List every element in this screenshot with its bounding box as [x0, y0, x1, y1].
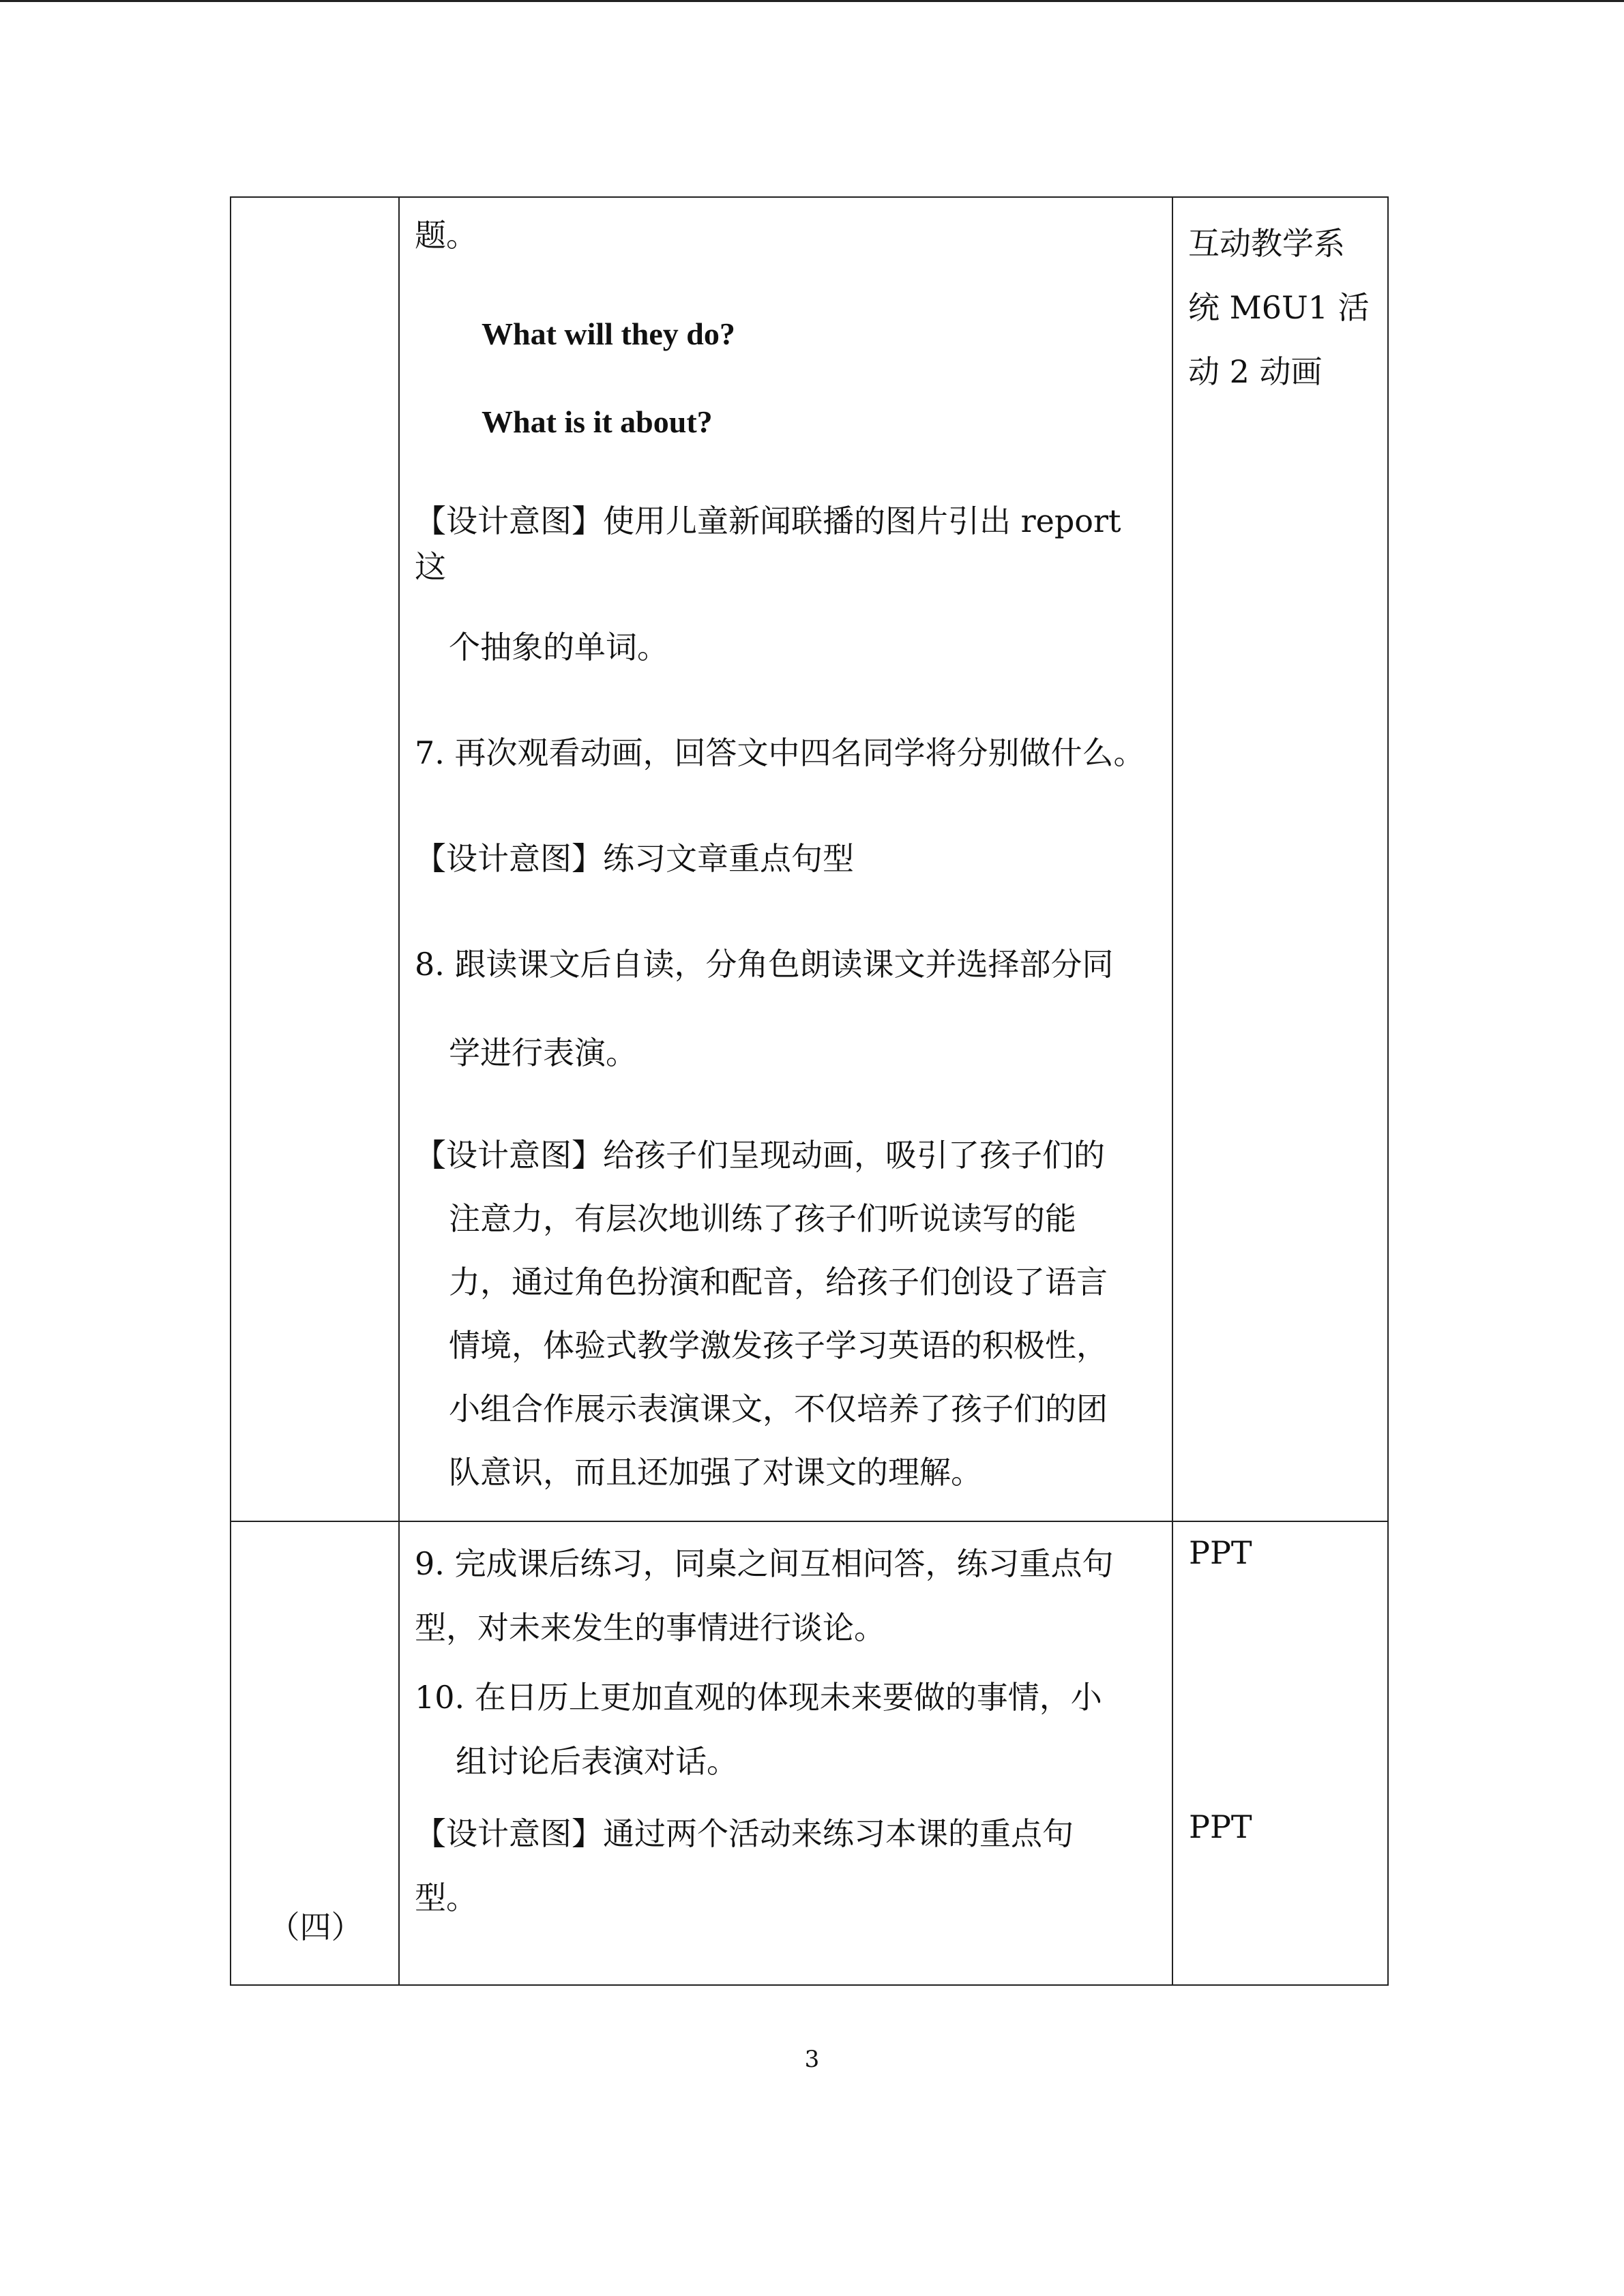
stage-cell-empty [231, 197, 399, 1521]
step-8-line2: 学进行表演。 [449, 1034, 637, 1072]
stage-label: （四） [268, 1909, 363, 1945]
question-what-will-they-do: What will they do? [482, 316, 735, 351]
design-intent-1-line1: 【设计意图】使用儿童新闻联播的图片引出 report 这 [415, 503, 1121, 585]
design-intent-4-line1: 【设计意图】通过两个活动来练习本课的重点句 [415, 1815, 1074, 1852]
resource-line: 动 2 动画 [1188, 353, 1323, 390]
page-number: 3 [804, 2046, 820, 2073]
step-9-line2: 型，对未来发生的事情进行谈论。 [415, 1609, 885, 1646]
design-intent-3-line: 情境，体验式教学激发孩子学习英语的积极性， [449, 1326, 1108, 1364]
design-intent-3-line: 队意识，而且还加强了对课文的理解。 [449, 1453, 982, 1491]
activity-cell-2 [399, 1521, 1172, 1985]
design-intent-4-line2: 型。 [415, 1879, 477, 1916]
design-intent-3-line: 力，通过角色扮演和配音，给孩子们创设了语言 [449, 1263, 1108, 1300]
step-9-line1: 9. 完成课后练习，同桌之间互相问答，练习重点句 [415, 1545, 1114, 1582]
title-end-text: 题。 [415, 217, 477, 254]
table-row [231, 1521, 1388, 1985]
resource-ppt-b: PPT [1189, 1808, 1252, 1845]
resource-cell-2 [1172, 1521, 1388, 1985]
question-what-is-it-about: What is it about? [482, 404, 713, 440]
resource-ppt-a: PPT [1189, 1534, 1252, 1571]
step-10-line2: 组讨论后表演对话。 [456, 1743, 738, 1780]
design-intent-3 [415, 1124, 1160, 1504]
activity-cell [399, 197, 1172, 1521]
step-10-line1: 10. 在日历上更加直观的体现未来要做的事情，小 [415, 1679, 1102, 1716]
design-intent-3-line: 小组合作展示表演课文，不仅培养了孩子们的团 [449, 1390, 1108, 1427]
design-intent-3-line: 注意力，有层次地训练了孩子们听说读写的能 [449, 1199, 1076, 1237]
design-intent-3-line: 【设计意图】给孩子们呈现动画，吸引了孩子们的 [415, 1136, 1105, 1174]
resource-line: 互动教学系 [1188, 225, 1345, 262]
table-row [231, 197, 1388, 1521]
top-rule [0, 0, 1624, 2]
step-8-line1: 8. 跟读课文后自读，分角色朗读课文并选择部分同 [415, 945, 1114, 983]
resource-cell [1172, 197, 1388, 1521]
resource-line: 统 M6U1 活 [1188, 289, 1370, 326]
design-intent-1-line2: 个抽象的单词。 [449, 629, 668, 666]
step-7: 7. 再次观看动画，回答文中四名同学将分别做什么。 [415, 734, 1145, 772]
lesson-table [230, 196, 1389, 1986]
design-intent-2: 【设计意图】练习文章重点句型 [415, 839, 854, 877]
